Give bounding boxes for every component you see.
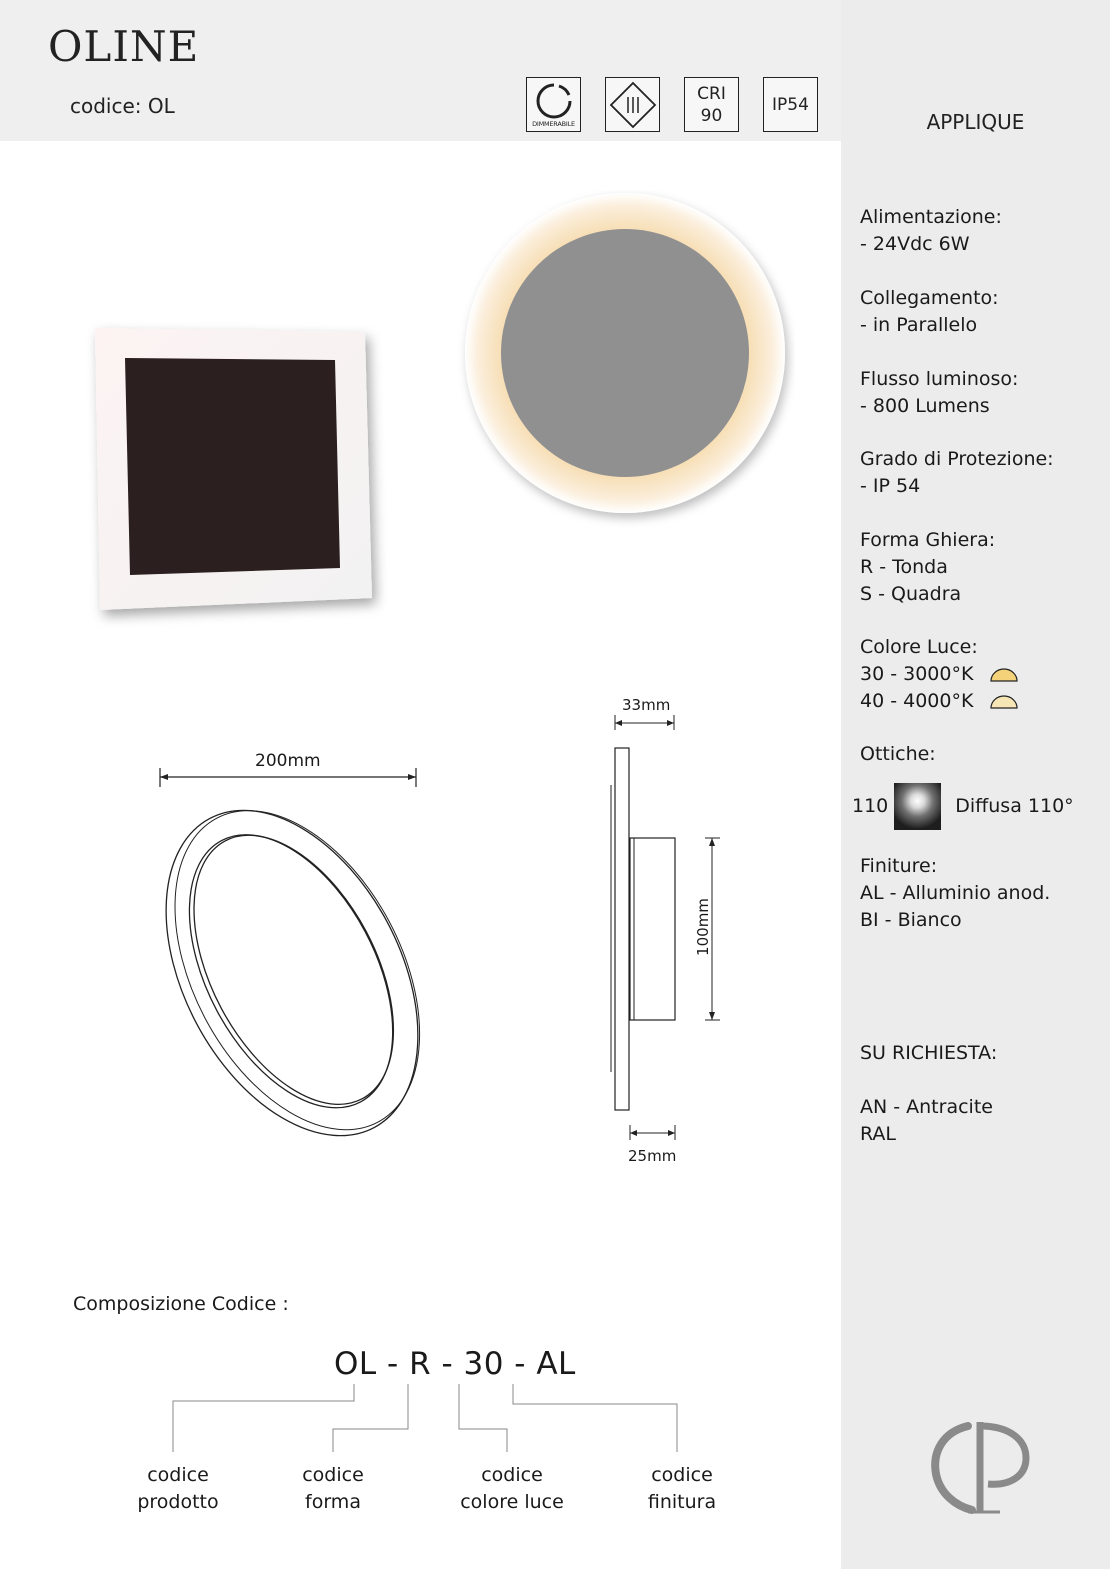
spec-alimentazione xyxy=(860,204,1002,258)
optic-code: 110 xyxy=(852,795,889,817)
composition-label-prodotto xyxy=(98,1462,258,1516)
composition-label-forma xyxy=(253,1462,413,1516)
neutral-light-icon xyxy=(989,694,1019,710)
optic-option xyxy=(852,782,1074,830)
spec-value: S - Quadra xyxy=(860,583,962,605)
spec-value: - IP 54 xyxy=(860,475,921,497)
brand-logo-icon xyxy=(928,1418,1032,1518)
spec-value: BI - Bianco xyxy=(860,909,962,931)
spec-title: Colore Luce: xyxy=(860,636,978,658)
class-3-insulation-icon xyxy=(608,80,658,130)
cri-badge xyxy=(684,77,739,132)
front-view-drawing xyxy=(150,765,440,1145)
spec-value: - 800 Lumens xyxy=(860,395,990,417)
diameter-dimension: 200mm xyxy=(255,751,321,771)
spec-forma xyxy=(860,527,995,608)
warm-light-icon xyxy=(989,667,1019,683)
composition-connectors xyxy=(160,1380,700,1470)
composition-label-line: finitura xyxy=(647,1491,717,1513)
base-depth-dimension: 25mm xyxy=(628,1147,677,1165)
spec-colore-30-row xyxy=(860,661,1019,688)
spec-value: - 24Vdc 6W xyxy=(860,233,970,255)
spec-value: RAL xyxy=(860,1123,897,1145)
dimmerable-badge xyxy=(526,77,581,132)
round-fixture-image xyxy=(455,190,795,530)
spec-colore-40-row xyxy=(860,688,1019,715)
composition-label-line: codice xyxy=(147,1464,209,1486)
insulation-badge xyxy=(605,77,660,132)
ip-badge xyxy=(763,77,818,132)
spec-ottiche xyxy=(860,741,936,768)
spec-colore xyxy=(860,634,1019,715)
cri-value: 90 xyxy=(700,105,723,126)
product-title: OLINE xyxy=(48,22,200,71)
spec-title: Alimentazione: xyxy=(860,206,1002,228)
spec-richiesta xyxy=(860,1040,997,1067)
base-height-dimension: 100mm xyxy=(694,898,712,956)
spec-richiesta-options xyxy=(860,1094,993,1148)
spec-value: - in Parallelo xyxy=(860,314,978,336)
composition-label-colore xyxy=(432,1462,592,1516)
spec-value: R - Tonda xyxy=(860,556,948,578)
composition-label-line: forma xyxy=(305,1491,361,1513)
diffuse-optic-icon xyxy=(894,783,941,830)
spec-protezione xyxy=(860,446,1054,500)
spec-value: 40 - 4000°K xyxy=(860,690,974,712)
category-label: APPLIQUE xyxy=(926,110,1025,134)
composition-label-finitura xyxy=(602,1462,762,1516)
spec-value: AN - Antracite xyxy=(860,1096,993,1118)
product-code: codice: OL xyxy=(70,94,175,118)
dimmerable-icon xyxy=(534,81,574,121)
composition-label-line: codice xyxy=(651,1464,713,1486)
spec-title: Forma Ghiera: xyxy=(860,529,996,551)
spec-title: Grado di Protezione: xyxy=(860,448,1054,470)
composition-label-line: colore luce xyxy=(460,1491,564,1513)
composition-label-line: codice xyxy=(481,1464,543,1486)
composition-code: OL - R - 30 - AL xyxy=(334,1346,576,1382)
spec-title: Collegamento: xyxy=(860,287,999,309)
composition-label-line: codice xyxy=(302,1464,364,1486)
spec-title: SU RICHIESTA: xyxy=(860,1042,998,1064)
ip-label: IP54 xyxy=(772,94,809,115)
depth-dimension: 33mm xyxy=(622,696,671,714)
square-fixture-image xyxy=(70,310,390,640)
spec-collegamento xyxy=(860,285,999,339)
spec-title: Flusso luminoso: xyxy=(860,368,1019,390)
composition-title: Composizione Codice : xyxy=(73,1293,289,1315)
spec-finiture xyxy=(860,853,1050,934)
dimmerable-label: DIMMERABILE xyxy=(532,120,575,128)
spec-title: Finiture: xyxy=(860,855,938,877)
spec-value: 30 - 3000°K xyxy=(860,663,974,685)
side-view-drawing xyxy=(600,710,740,1150)
spec-flusso xyxy=(860,366,1018,420)
composition-label-line: prodotto xyxy=(137,1491,219,1513)
optic-label: Diffusa 110° xyxy=(955,795,1074,817)
cri-label: CRI xyxy=(697,83,726,104)
spec-value: AL - Alluminio anod. xyxy=(860,882,1051,904)
spec-title: Ottiche: xyxy=(860,743,936,765)
